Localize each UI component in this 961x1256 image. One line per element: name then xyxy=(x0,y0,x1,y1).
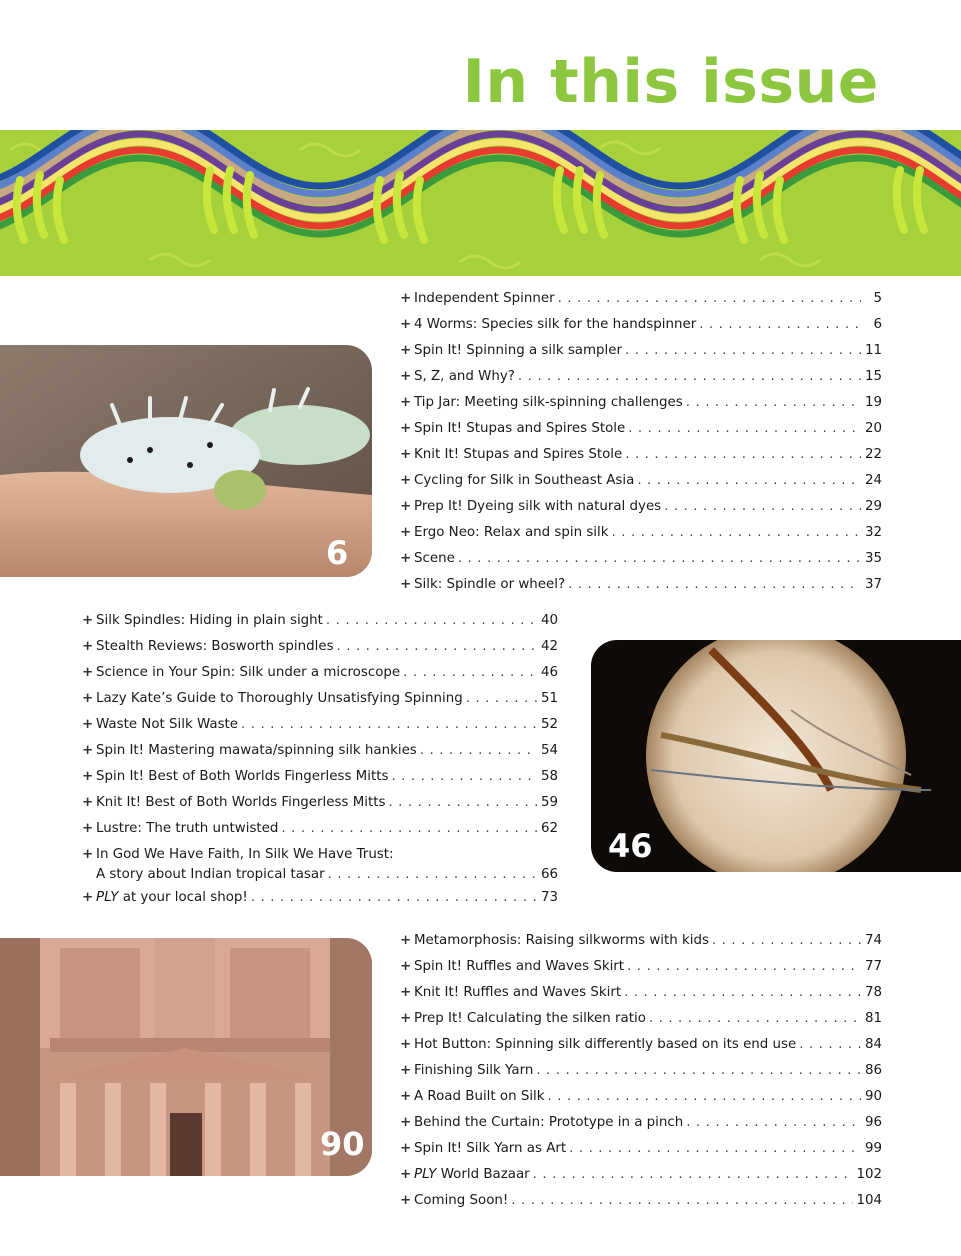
toc-entry-row xyxy=(400,1006,882,1032)
toc-page-number: 86 xyxy=(864,1063,882,1078)
toc-entry xyxy=(400,1006,882,1032)
dot-leader xyxy=(712,928,861,954)
toc-page-number: 20 xyxy=(864,421,882,436)
toc-entry-title: S, Z, and Why? xyxy=(414,369,515,384)
dot-leader xyxy=(326,608,537,634)
dot-leader xyxy=(624,980,861,1006)
toc-entry-row xyxy=(400,1162,882,1188)
plus-icon: + xyxy=(400,1037,412,1052)
toc-entry-title: A Road Built on Silk xyxy=(414,1089,545,1104)
dot-leader xyxy=(518,364,861,390)
toc-entry-title: Spin It! Ruffles and Waves Skirt xyxy=(414,959,625,974)
petra-treasury-photo xyxy=(0,938,372,1176)
toc-entry-title-rest: at your local shop! xyxy=(118,890,248,905)
dot-leader xyxy=(558,286,861,312)
dot-leader xyxy=(420,738,537,764)
toc-page-number: 77 xyxy=(864,959,882,974)
toc-entry-row xyxy=(400,338,882,364)
toc-entry xyxy=(400,1084,882,1110)
toc-entry-title: Independent Spinner xyxy=(414,291,555,306)
plus-icon: + xyxy=(400,369,412,384)
toc-page-number: 35 xyxy=(864,551,882,566)
toc-page-number: 81 xyxy=(864,1011,882,1026)
photo-page-number: 46 xyxy=(608,827,653,865)
toc-entry xyxy=(400,928,882,954)
toc-entry-row xyxy=(82,608,558,634)
dot-leader xyxy=(699,312,861,338)
toc-entry-title: Prep It! Calculating the silken ratio xyxy=(414,1011,646,1026)
plus-icon: + xyxy=(400,473,412,488)
toc-entry xyxy=(82,686,558,712)
toc-entry-row xyxy=(82,660,558,686)
toc-entry-row xyxy=(82,712,558,738)
toc-entry-row xyxy=(82,842,558,885)
toc-entry-title: 4 Worms: Species silk for the handspinner xyxy=(414,317,697,332)
toc-entry-title-rest: World Bazaar xyxy=(436,1167,530,1182)
toc-entry-row xyxy=(400,1136,882,1162)
toc-page-number: 78 xyxy=(864,985,882,1000)
toc-entry-row xyxy=(82,790,558,816)
dot-leader xyxy=(328,865,538,885)
toc-page-number: 54 xyxy=(540,743,558,758)
toc-page-number: 84 xyxy=(864,1037,882,1052)
dot-leader xyxy=(627,954,861,980)
plus-icon: + xyxy=(400,1193,412,1208)
toc-page-number: 62 xyxy=(540,821,558,836)
toc-entry-row xyxy=(400,468,882,494)
toc-entry xyxy=(82,885,558,911)
toc-entry-row xyxy=(400,390,882,416)
magazine-name: PLY xyxy=(414,1167,437,1182)
plus-icon: + xyxy=(82,890,94,905)
plus-icon: + xyxy=(400,395,412,410)
plus-icon: + xyxy=(400,1089,412,1104)
toc-entry-title: Lustre: The truth untwisted xyxy=(96,821,279,836)
toc-entry xyxy=(400,980,882,1006)
plus-icon: + xyxy=(400,499,412,514)
toc-entry-title-rest: Coming Soon! xyxy=(414,1193,509,1208)
plus-icon: + xyxy=(400,1141,412,1156)
toc-page-number: 74 xyxy=(864,933,882,948)
toc-entry xyxy=(82,660,558,686)
toc-entry-row xyxy=(400,572,882,598)
plus-icon: + xyxy=(82,743,94,758)
toc-entry-title: Behind the Curtain: Prototype in a pinch xyxy=(414,1115,684,1130)
toc-entry-row xyxy=(400,954,882,980)
dot-leader xyxy=(686,390,861,416)
dot-leader xyxy=(391,764,537,790)
toc-entry xyxy=(400,442,882,468)
plus-icon: + xyxy=(400,525,412,540)
toc-entry-row xyxy=(400,416,882,442)
toc-page-number: 6 xyxy=(873,317,882,332)
plus-icon: + xyxy=(400,577,412,592)
toc-page-number: 15 xyxy=(864,369,882,384)
plus-icon: + xyxy=(400,447,412,462)
toc-entry xyxy=(82,634,558,660)
toc-entry-row xyxy=(82,816,558,842)
toc-page-number: 99 xyxy=(864,1141,882,1156)
toc-entry xyxy=(400,364,882,390)
toc-entry-title: Ergo Neo: Relax and spin silk xyxy=(414,525,609,540)
toc-entry xyxy=(400,468,882,494)
plus-icon: + xyxy=(400,421,412,436)
toc-entry xyxy=(400,390,882,416)
toc-entry-row xyxy=(400,364,882,390)
toc-entry-title: Spin It! Spinning a silk sampler xyxy=(414,343,623,358)
toc-entry-title: Spin It! Best of Both Worlds Fingerless Mitts xyxy=(96,769,389,784)
toc-entry-title: Knit It! Ruffles and Waves Skirt xyxy=(414,985,622,1000)
toc-entry-row xyxy=(400,1032,882,1058)
dot-leader xyxy=(799,1032,861,1058)
plus-icon: + xyxy=(82,665,94,680)
plus-icon: + xyxy=(82,821,94,836)
plus-icon: + xyxy=(82,613,94,628)
toc-page-number: 66 xyxy=(540,867,558,882)
dot-leader xyxy=(686,1110,861,1136)
toc-page-number: 59 xyxy=(540,795,558,810)
toc-page-number: 29 xyxy=(864,499,882,514)
dot-leader xyxy=(625,442,861,468)
dot-leader xyxy=(628,416,861,442)
toc-page-number: 52 xyxy=(540,717,558,732)
toc-page-number: 90 xyxy=(864,1089,882,1104)
toc-entry-row xyxy=(400,980,882,1006)
dot-leader xyxy=(637,468,861,494)
plus-icon: + xyxy=(82,717,94,732)
dot-leader xyxy=(466,686,537,712)
photo-page-number: 90 xyxy=(320,1125,365,1163)
dot-leader xyxy=(251,885,537,911)
toc-entry-row xyxy=(400,1188,882,1214)
plus-icon: + xyxy=(400,317,412,332)
toc-entry-title: Prep It! Dyeing silk with natural dyes xyxy=(414,499,662,514)
toc-entry-subtitle: A story about Indian tropical tasar xyxy=(96,867,325,882)
toc-entry xyxy=(400,520,882,546)
dot-leader xyxy=(569,1136,861,1162)
toc-entry-title: Stealth Reviews: Bosworth spindles xyxy=(96,639,334,654)
toc-entry-row xyxy=(400,546,882,572)
dot-leader xyxy=(281,816,537,842)
dot-leader xyxy=(388,790,537,816)
dot-leader xyxy=(649,1006,861,1032)
toc-entry-title: Scene xyxy=(414,551,455,566)
toc-entry xyxy=(400,1136,882,1162)
plus-icon: + xyxy=(82,639,94,654)
toc-entry xyxy=(400,1058,882,1084)
toc-entry xyxy=(400,572,882,598)
plus-icon: + xyxy=(400,985,412,1000)
toc-page-number: 40 xyxy=(540,613,558,628)
toc-entry-title: Knit It! Best of Both Worlds Fingerless Mitts xyxy=(96,795,386,810)
toc-entry-title: In God We Have Faith, In Silk We Have Trust: xyxy=(96,847,394,862)
toc-entry-row xyxy=(400,442,882,468)
plus-icon: + xyxy=(82,691,94,706)
dot-leader xyxy=(548,1084,861,1110)
toc-list-3 xyxy=(400,928,882,1214)
toc-entry xyxy=(400,954,882,980)
toc-page-number: 19 xyxy=(864,395,882,410)
toc-page-number: 22 xyxy=(864,447,882,462)
toc-entry-row xyxy=(82,634,558,660)
toc-page-number: 24 xyxy=(864,473,882,488)
plus-icon: + xyxy=(400,343,412,358)
toc-entry-row xyxy=(400,286,882,312)
toc-page-number: 11 xyxy=(864,343,882,358)
toc-entry-title: Lazy Kate’s Guide to Thoroughly Unsatisfying Spinning xyxy=(96,691,463,706)
plus-icon: + xyxy=(400,1167,412,1182)
toc-entry xyxy=(400,416,882,442)
toc-entry-title: Tip Jar: Meeting silk-spinning challenges xyxy=(414,395,683,410)
toc-entry xyxy=(400,546,882,572)
toc-entry xyxy=(82,816,558,842)
magazine-name: PLY xyxy=(96,890,119,905)
toc-entry xyxy=(400,1110,882,1136)
dot-leader xyxy=(533,1162,854,1188)
dot-leader xyxy=(403,660,537,686)
plus-icon: + xyxy=(400,1011,412,1026)
plus-icon: + xyxy=(400,959,412,974)
toc-entry-title: Spin It! Silk Yarn as Art xyxy=(414,1141,567,1156)
plus-icon: + xyxy=(400,933,412,948)
toc-page-number: 51 xyxy=(540,691,558,706)
plus-icon: + xyxy=(82,795,94,810)
photo-page-number: 6 xyxy=(326,534,349,572)
toc-entry xyxy=(400,338,882,364)
dot-leader xyxy=(612,520,861,546)
toc-entry-row xyxy=(82,764,558,790)
toc-entry-row xyxy=(400,1058,882,1084)
toc-entry xyxy=(82,608,558,634)
dot-leader xyxy=(337,634,537,660)
silkworm-photo xyxy=(0,345,372,577)
toc-entry xyxy=(400,286,882,312)
toc-entry-title: Science in Your Spin: Silk under a microscope xyxy=(96,665,401,680)
toc-entry xyxy=(82,790,558,816)
toc-entry-row xyxy=(400,1110,882,1136)
toc-entry xyxy=(400,312,882,338)
plus-icon: + xyxy=(82,769,94,784)
toc-entry-title: Metamorphosis: Raising silkworms with kids xyxy=(414,933,709,948)
silk-fiber-microscope-photo xyxy=(591,640,961,872)
toc-entry-title xyxy=(96,885,248,911)
toc-page-number: 46 xyxy=(540,665,558,680)
toc-entry-title: Silk: Spindle or wheel? xyxy=(414,577,566,592)
toc-page-number: 73 xyxy=(540,890,558,905)
toc-entry xyxy=(400,1188,882,1214)
dot-leader xyxy=(536,1058,861,1084)
toc-page-number: 32 xyxy=(864,525,882,540)
toc-entry-title xyxy=(414,1188,508,1214)
dot-leader xyxy=(511,1188,853,1214)
toc-entry-row xyxy=(400,312,882,338)
toc-entry xyxy=(400,1162,882,1188)
toc-list-2 xyxy=(82,608,558,911)
toc-page-number: 5 xyxy=(873,291,882,306)
toc-entry-row xyxy=(400,1084,882,1110)
toc-entry-row xyxy=(400,928,882,954)
toc-entry-title: Hot Button: Spinning silk differently based on its end use xyxy=(414,1037,797,1052)
toc-entry-row xyxy=(82,686,558,712)
toc-page-number: 42 xyxy=(540,639,558,654)
toc-page-number: 96 xyxy=(864,1115,882,1130)
toc-entry-title xyxy=(414,1162,530,1188)
plus-icon: + xyxy=(400,1063,412,1078)
toc-entry xyxy=(400,494,882,520)
toc-entry-title: Waste Not Silk Waste xyxy=(96,717,239,732)
dot-leader xyxy=(241,712,537,738)
toc-entry-title: Cycling for Silk in Southeast Asia xyxy=(414,473,635,488)
toc-entry-row xyxy=(400,494,882,520)
dot-leader xyxy=(625,338,861,364)
toc-entry-title: Spin It! Stupas and Spires Stole xyxy=(414,421,626,436)
toc-page-number: 102 xyxy=(856,1167,882,1182)
toc-entry xyxy=(82,764,558,790)
page-title: In this issue xyxy=(462,47,879,117)
toc-entry-row xyxy=(82,885,558,911)
toc-entry-row xyxy=(400,520,882,546)
toc-entry xyxy=(400,1032,882,1058)
toc-entry-title: Finishing Silk Yarn xyxy=(414,1063,534,1078)
toc-entry-title: Spin It! Mastering mawata/spinning silk hankies xyxy=(96,743,417,758)
dot-leader xyxy=(664,494,861,520)
toc-page-number: 104 xyxy=(856,1193,882,1208)
plus-icon: + xyxy=(400,1115,412,1130)
toc-entry-title: Silk Spindles: Hiding in plain sight xyxy=(96,613,323,628)
plus-icon: + xyxy=(400,291,412,306)
dot-leader xyxy=(568,572,861,598)
petra-image xyxy=(0,938,372,1176)
toc-entry xyxy=(82,712,558,738)
toc-entry-title: Knit It! Stupas and Spires Stole xyxy=(414,447,623,462)
toc-entry-row xyxy=(82,738,558,764)
toc-entry xyxy=(82,738,558,764)
decorative-banner xyxy=(0,130,961,276)
toc-list-1 xyxy=(400,286,882,598)
plus-icon: + xyxy=(400,551,412,566)
dot-leader xyxy=(458,546,861,572)
toc-page-number: 58 xyxy=(540,769,558,784)
toc-entry xyxy=(82,842,558,885)
silkworm-image xyxy=(0,345,372,577)
plus-icon: + xyxy=(82,847,94,862)
toc-page-number: 37 xyxy=(864,577,882,592)
